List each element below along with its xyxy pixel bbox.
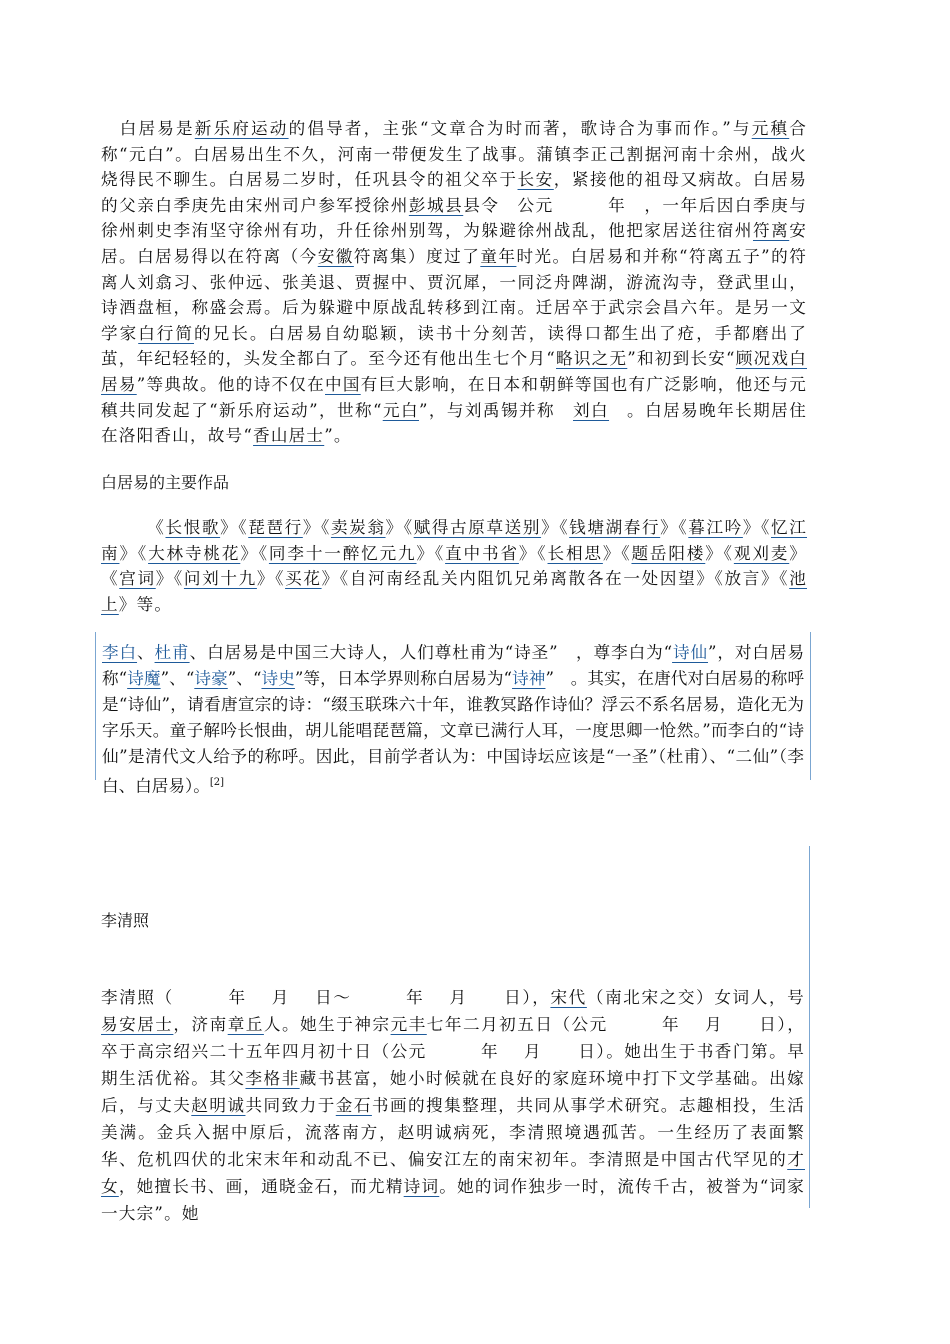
text-run: 》《: [416, 543, 446, 563]
text-run: 有巨大影响，在日本和朝鲜等国也有广泛影响，他还与元稹共同发起了“新乐府运动”，世称“: [101, 374, 808, 420]
text-run: ”等典故。他的诗不仅在: [136, 374, 325, 394]
hyperlink[interactable]: 暮江吟: [688, 518, 743, 537]
hyperlink[interactable]: 诗豪: [194, 669, 228, 688]
hyperlink[interactable]: 赋得古原草送别: [413, 518, 542, 537]
hyperlink[interactable]: 元丰: [390, 1015, 427, 1034]
hyperlink[interactable]: 李白: [102, 643, 138, 662]
text-run: 。白居易晚年长期居住在洛阳香山，故号“: [101, 400, 807, 446]
hyperlink[interactable]: 忆江南: [101, 518, 807, 563]
hyperlink[interactable]: 琵琶行: [248, 518, 303, 537]
hyperlink[interactable]: 元白: [382, 400, 419, 420]
hyperlink[interactable]: 略识之无: [556, 349, 628, 369]
text-run: 》《: [602, 543, 632, 563]
hyperlink[interactable]: 诗神: [512, 669, 546, 688]
hyperlink[interactable]: 同李十一醉忆元九: [268, 543, 417, 563]
hyperlink[interactable]: 宫词: [119, 569, 156, 589]
bai-works-list: [101, 515, 807, 617]
hyperlink[interactable]: 金石: [335, 1096, 372, 1115]
text-run: ” 。其实，在唐代对白居易的称呼是“诗仙”，请看唐宣宗的诗：“缀玉联珠六十年，谁教冥路作诗仙？浮云不系名居易，造化无为字乐天。童子解吟长恨曲，胡儿能唱琵琶篇，文章已满行人耳，一度思卿一怆然。”而李白的“诗仙”是清代文人给予的称呼。因此，目前学者认为：中国诗坛应该是“一圣”（杜甫）、“二仙”（李白、白居易）。: [102, 669, 805, 796]
text-run: ”，对白居易称“: [102, 643, 805, 688]
text-run: 》《自河南经乱关内阻饥兄弟离散各在一处因望》《放言》《: [321, 569, 790, 589]
text-run: 。她的词作独步一时，流传千古，被誉为“词家一大宗”。她: [101, 1177, 805, 1223]
bai-titles-paragraph: [102, 640, 804, 800]
hyperlink[interactable]: 新乐府运动: [194, 119, 289, 138]
hyperlink[interactable]: 才女: [101, 1150, 805, 1196]
text-run: 书画的搜集整理，共同从事学术研究。志趣相投，生活美满。金兵入据中原后，流落南方，赵明诚病死，李清照境遇孤苦。一生经历了表面繁华、危机四伏的北宋末年和动乱不已、偏安江左的南宋初年。李清照是中国古代罕见的: [101, 1096, 806, 1169]
hyperlink[interactable]: 元稹: [751, 119, 790, 138]
text-run: ”、“: [160, 669, 195, 688]
hyperlink[interactable]: 安徽: [317, 246, 354, 266]
hyperlink[interactable]: 题岳阳楼: [631, 543, 706, 563]
hyperlink[interactable]: 李格非: [245, 1069, 300, 1088]
bai-titles-section: [95, 632, 811, 796]
hyperlink[interactable]: 符离: [752, 221, 790, 241]
text-run: ，她擅长书、画，通晓金石，而尤精: [118, 1177, 404, 1196]
li-heading: 李清照: [101, 911, 150, 930]
hyperlink[interactable]: 香山居士: [253, 426, 325, 446]
hyperlink[interactable]: 诗史: [261, 669, 295, 688]
hyperlink[interactable]: 长恨歌: [165, 518, 221, 537]
text-run: 的倡导者，主张“文章合为时而著，歌诗合为事而作。”与: [288, 119, 752, 138]
text-run: ”和初到长安“: [627, 349, 736, 369]
hyperlink[interactable]: 赵明诚: [191, 1096, 246, 1115]
citation-marker[interactable]: [2]: [209, 777, 225, 788]
text-run: ”，与刘禹锡并称: [418, 400, 574, 420]
hyperlink[interactable]: 诗词: [403, 1177, 440, 1196]
hyperlink[interactable]: 买花: [285, 569, 322, 589]
bai-works-heading: 白居易的主要作品: [101, 473, 230, 492]
text-run: 共同致力于: [245, 1096, 336, 1115]
hyperlink[interactable]: 卖炭翁: [330, 518, 386, 537]
li-intro-paragraph: [101, 984, 805, 1227]
text-run: ”等，日本学界则称白居易为“: [294, 669, 513, 688]
text-run: ，济南: [173, 1015, 228, 1034]
hyperlink[interactable]: 长相思: [547, 543, 603, 563]
hyperlink[interactable]: 中国: [325, 374, 361, 394]
text-run: 、: [137, 643, 155, 662]
text-run: 符离集）度过了: [353, 246, 481, 266]
text-run: 白居易是: [101, 119, 195, 138]
text-run: 》《: [705, 543, 734, 563]
text-run: 》《: [742, 518, 771, 537]
text-run: 时光。白居易和并称“符离五子”的符离人刘翕习、张仲远、张美退、贾握中、贾沉犀，一同泛舟陴湖，游流沟寺，登武里山，诗酒盘桓，称盛会焉。后为躲避中原战乱转移到江南。迁居卒于武宗会昌六年。是另一文学家: [101, 246, 807, 343]
hyperlink[interactable]: 易安居士: [101, 1015, 174, 1034]
hyperlink[interactable]: 长安: [517, 170, 554, 190]
hyperlink[interactable]: 钱塘湖春行: [569, 518, 661, 537]
hyperlink[interactable]: 彭城县: [408, 195, 464, 215]
bai-intro-paragraph: [101, 116, 807, 449]
text-run: 》《: [660, 518, 689, 537]
hyperlink[interactable]: 诗魔: [127, 669, 161, 688]
hyperlink[interactable]: 诗仙: [672, 643, 709, 662]
text-run: 》《: [541, 518, 570, 537]
text-run: 》《: [385, 518, 414, 537]
text-run: 》《: [302, 518, 331, 537]
hyperlink[interactable]: 白行简: [138, 323, 195, 343]
hyperlink[interactable]: 宋代: [550, 988, 587, 1007]
hyperlink[interactable]: 杜甫: [154, 643, 190, 662]
text-run: 》《: [256, 569, 286, 589]
li-section: [95, 846, 810, 1223]
text-run: 《: [101, 518, 166, 537]
text-run: 县令 公元 年 ，一年后因白季庚与徐州刺史李洧坚守徐州有功，升任徐州别驾，为躲避徐州战乱，他把家居送往宿州: [101, 195, 807, 241]
text-run: 》《: [119, 543, 149, 563]
text-run: 七年二月初五日（公元 年 月 日），卒于高宗绍兴二十五年四月初十日（公元 年 月 日）。她出生于书香门第。早期生活优裕。其父: [101, 1015, 805, 1088]
text-run: 》《: [240, 543, 269, 563]
text-run: 》《: [101, 543, 808, 589]
text-run: 、白居易是中国三大诗人，人们尊杜甫为“诗圣” ，尊李白为“: [189, 643, 673, 662]
hyperlink[interactable]: 池上: [101, 569, 807, 614]
text-run: 李清照（ 年 月 日～ 年 月 日），: [101, 988, 551, 1007]
text-run: 合称“元白”。白居易出生不久，河南一带便发生了战事。蒲镇李正己割据河南十余州，战火烧得民不聊生。白居易二岁时，任巩县令的祖父卒于: [101, 119, 807, 190]
text-run: ，紧接他的祖母又病故。白居易的父亲白季庚先由宋州司户参军授徐州: [101, 170, 807, 215]
hyperlink[interactable]: 直中书省: [445, 543, 519, 563]
hyperlink[interactable]: 观刈麦: [733, 543, 790, 563]
hyperlink[interactable]: 刘白: [573, 400, 610, 420]
text-run: 的兄长。白居易自幼聪颖，读书十分刻苦，读得口都生出了疮，手都磨出了茧，年纪轻轻的，头发全都白了。至今还有他出生七个月“: [101, 323, 807, 369]
hyperlink[interactable]: 章丘: [227, 1015, 264, 1034]
text-run: （南北宋之交）女词人，号: [586, 988, 805, 1007]
text-run: 藏书甚富，她小时候就在良好的家庭环境中打下文学基础。出嫁后，与丈夫: [101, 1069, 805, 1115]
text-run: 》《: [220, 518, 249, 537]
text-run: 》等。: [118, 594, 173, 614]
bai-intro-block: [101, 116, 807, 449]
hyperlink[interactable]: 问刘十九: [183, 569, 257, 589]
text-run: 》《: [155, 569, 184, 589]
text-run: ”、“: [227, 669, 262, 688]
hyperlink[interactable]: 大林寺桃花: [148, 543, 241, 563]
text-run: ”。: [324, 426, 352, 446]
text-run: 安居。白居易得以在符离（今: [101, 221, 808, 266]
bai-works-block: [101, 515, 807, 617]
hyperlink[interactable]: 顾况戏白居易: [101, 349, 807, 394]
hyperlink[interactable]: 童年: [480, 246, 517, 266]
text-run: 人。她生于神宗: [263, 1015, 391, 1034]
text-run: 》《: [518, 543, 548, 563]
